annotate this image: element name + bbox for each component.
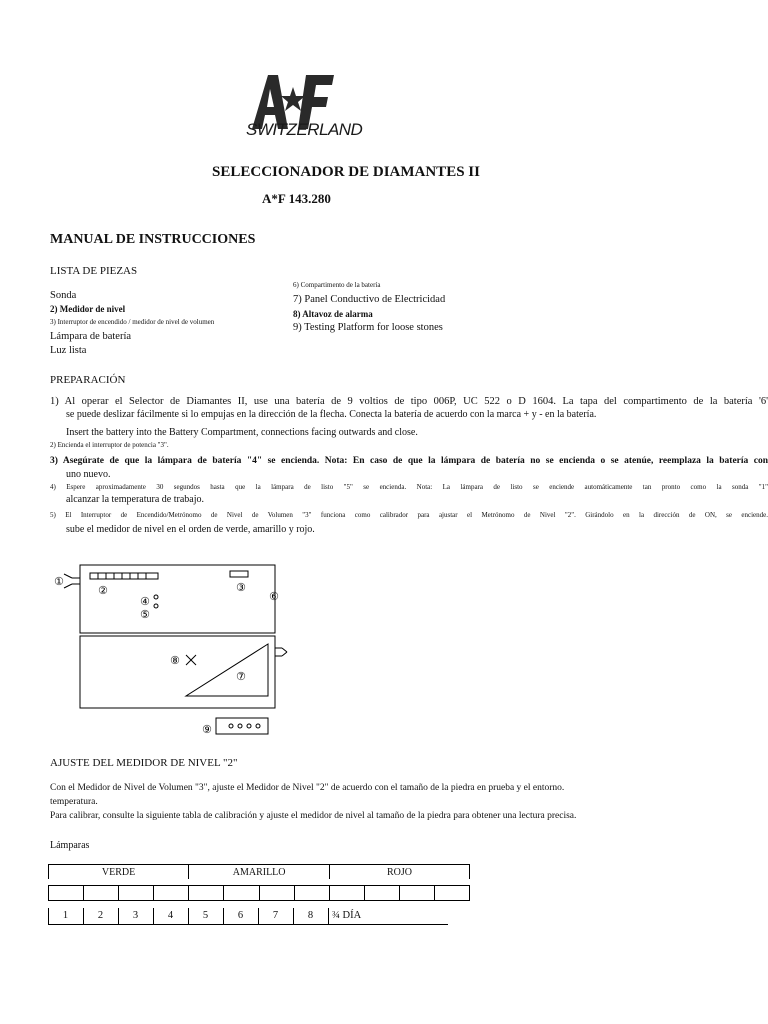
document-title: SELECCIONADOR DE DIAMANTES II (212, 164, 480, 180)
number-cell: 8 (307, 910, 314, 921)
cal-cell (49, 886, 84, 901)
label-6: ⑥ (269, 590, 279, 603)
cal-cell (400, 886, 435, 901)
prep-line: 4) Espere aproximadamente 30 segundos hasta que la lámpara de listo "5" se encienda. Nota: La lámpara de listo se enciende automáticamente tan pronto como la sonda "1" (50, 483, 768, 491)
cal-cell (119, 886, 154, 901)
power-switch (230, 571, 248, 577)
label-7: ⑦ (236, 670, 246, 683)
prep-line: 3) Asegúrate de que la lámpara de batería "4" se encienda. Nota: En caso de que la lámpara de batería no se encienda o se atenúe, reemplaza la batería con (50, 456, 768, 466)
cal-cell (294, 886, 329, 901)
cal-cell (189, 886, 224, 901)
number-cell: 7 (272, 910, 279, 921)
adjust-heading: AJUSTE DEL MEDIDOR DE NIVEL "2" (50, 757, 238, 769)
prep-line: 5) El Interruptor de Encendido/Metrónomo de Nivel de Volumen "3" funciona como calibrador para ajustar el Metrónomo de Nivel "2". Girándolo en la dirección de ON, se enciende. (50, 511, 768, 519)
unit-label: ¾ DÍA (332, 910, 362, 921)
part-item: Luz lista (50, 345, 87, 356)
number-row (48, 908, 448, 925)
part-item: 2) Medidor de nivel (50, 304, 126, 314)
color-header-rojo: ROJO (330, 865, 470, 880)
logo-subtitle: SWITZERLAND (246, 120, 363, 139)
label-2: ② (98, 584, 108, 597)
adjust-paragraph: Para calibrar, consulte la siguiente tabla de calibración y ajuste el medidor de nivel al tamaño de la piedra para obtener una lectura precisa. (50, 811, 577, 821)
cal-cell (224, 886, 259, 901)
label-8: ⑧ (170, 654, 180, 667)
label-3: ③ (236, 581, 246, 594)
device-top-body (80, 565, 275, 633)
prep-line: uno nuevo. (66, 469, 111, 480)
calibration-table (48, 864, 470, 901)
model-number: A*F 143.280 (262, 191, 331, 206)
part-item: 9) Testing Platform for loose stones (293, 322, 443, 333)
prep-line: se puede deslizar fácilmente si lo empujas en la dirección de la flecha. Conecta la batería de acuerdo con la marca + y - en la batería. (66, 409, 597, 420)
prep-line: Insert the battery into the Battery Compartment, connections facing outwards and close. (66, 427, 418, 438)
part-item: Lámpara de batería (50, 331, 132, 342)
part-item: 3) Interruptor de encendido / medidor de nivel de volumen (50, 318, 215, 326)
cal-cell (330, 886, 365, 901)
label-9: ⑨ (202, 723, 212, 736)
number-cell: 2 (97, 910, 104, 921)
prep-line: 2) Encienda el interruptor de potencia "3". (50, 441, 169, 449)
number-cell: 6 (237, 910, 244, 921)
label-1: ① (54, 575, 64, 588)
color-header-verde: VERDE (49, 865, 189, 880)
number-cell: 1 (62, 910, 69, 921)
number-cell: 3 (132, 910, 139, 921)
color-header-amarillo: AMARILLO (189, 865, 330, 880)
prep-line: alcanzar la temperatura de trabajo. (66, 494, 204, 505)
label-4: ④ (140, 595, 150, 608)
adjust-paragraph: Con el Medidor de Nivel de Volumen "3", ajuste el Medidor de Nivel "2" de acuerdo con el tamaño de la piedra en prueba y el entorno. (50, 783, 565, 793)
part-item: 7) Panel Conductivo de Electricidad (293, 294, 446, 305)
level-meter (90, 573, 158, 579)
part-item: 6) Compartimento de la batería (293, 281, 381, 289)
prep-line: sube el medidor de nivel en el orden de verde, amarillo y rojo. (66, 524, 315, 535)
cal-cell (154, 886, 189, 901)
conductive-panel (186, 644, 268, 696)
cal-cell (434, 886, 469, 901)
adjust-paragraph: temperatura. (50, 797, 98, 807)
device-diagram (50, 560, 300, 740)
cal-cell (365, 886, 400, 901)
manual-heading: MANUAL DE INSTRUCCIONES (50, 232, 256, 247)
number-cell: 5 (202, 910, 209, 921)
prep-line: 1) Al operar el Selector de Diamantes II, use una batería de 9 voltios de tipo 006P, UC 522 o D 1604. La tapa del compartimento de la batería '6' (50, 396, 768, 407)
cal-cell (84, 886, 119, 901)
label-5: ⑤ (140, 608, 150, 621)
number-cell: 4 (167, 910, 174, 921)
prep-heading: PREPARACIÓN (50, 374, 126, 386)
lamps-label: Lámparas (50, 840, 90, 851)
part-item: Sonda (50, 290, 77, 301)
cal-cell (259, 886, 294, 901)
parts-heading: LISTA DE PIEZAS (50, 265, 138, 277)
part-item: 8) Altavoz de alarma (293, 309, 373, 319)
